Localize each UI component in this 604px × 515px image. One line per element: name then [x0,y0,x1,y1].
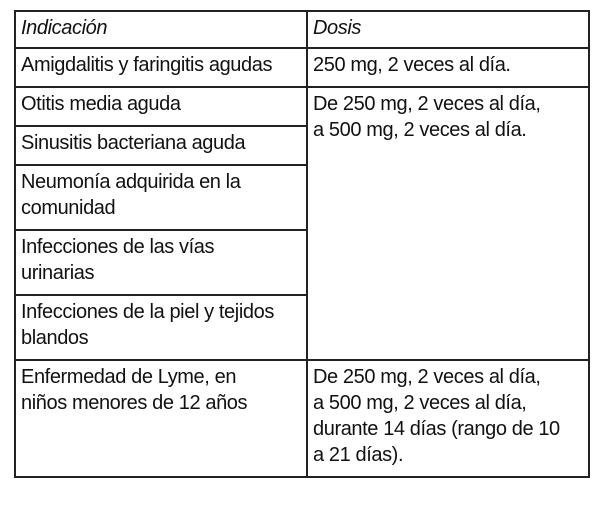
header-indication: Indicación [15,11,307,48]
dose-cell: 250 mg, 2 veces al día. [307,48,589,87]
table-header-row [15,11,589,48]
indication-cell: Infecciones de las vías urinarias [15,230,307,295]
indication-cell: Enfermedad de Lyme, en niños menores de 12 años [15,360,307,477]
indication-cell: Infecciones de la piel y tejidos blandos [15,295,307,360]
table-row [15,87,589,126]
dosing-table [14,10,590,478]
indication-cell: Amigdalitis y faringitis agudas [15,48,307,87]
dose-cell: De 250 mg, 2 veces al día, a 500 mg, 2 veces al día. [307,87,589,360]
indication-cell: Otitis media aguda [15,87,307,126]
table-row [15,360,589,477]
dose-cell: De 250 mg, 2 veces al día, a 500 mg, 2 veces al día, durante 14 días (rango de 10 a 21 días). [307,360,589,477]
header-dose: Dosis [307,11,589,48]
table-row [15,48,589,87]
indication-cell: Neumonía adquirida en la comunidad [15,165,307,230]
indication-cell: Sinusitis bacteriana aguda [15,126,307,165]
